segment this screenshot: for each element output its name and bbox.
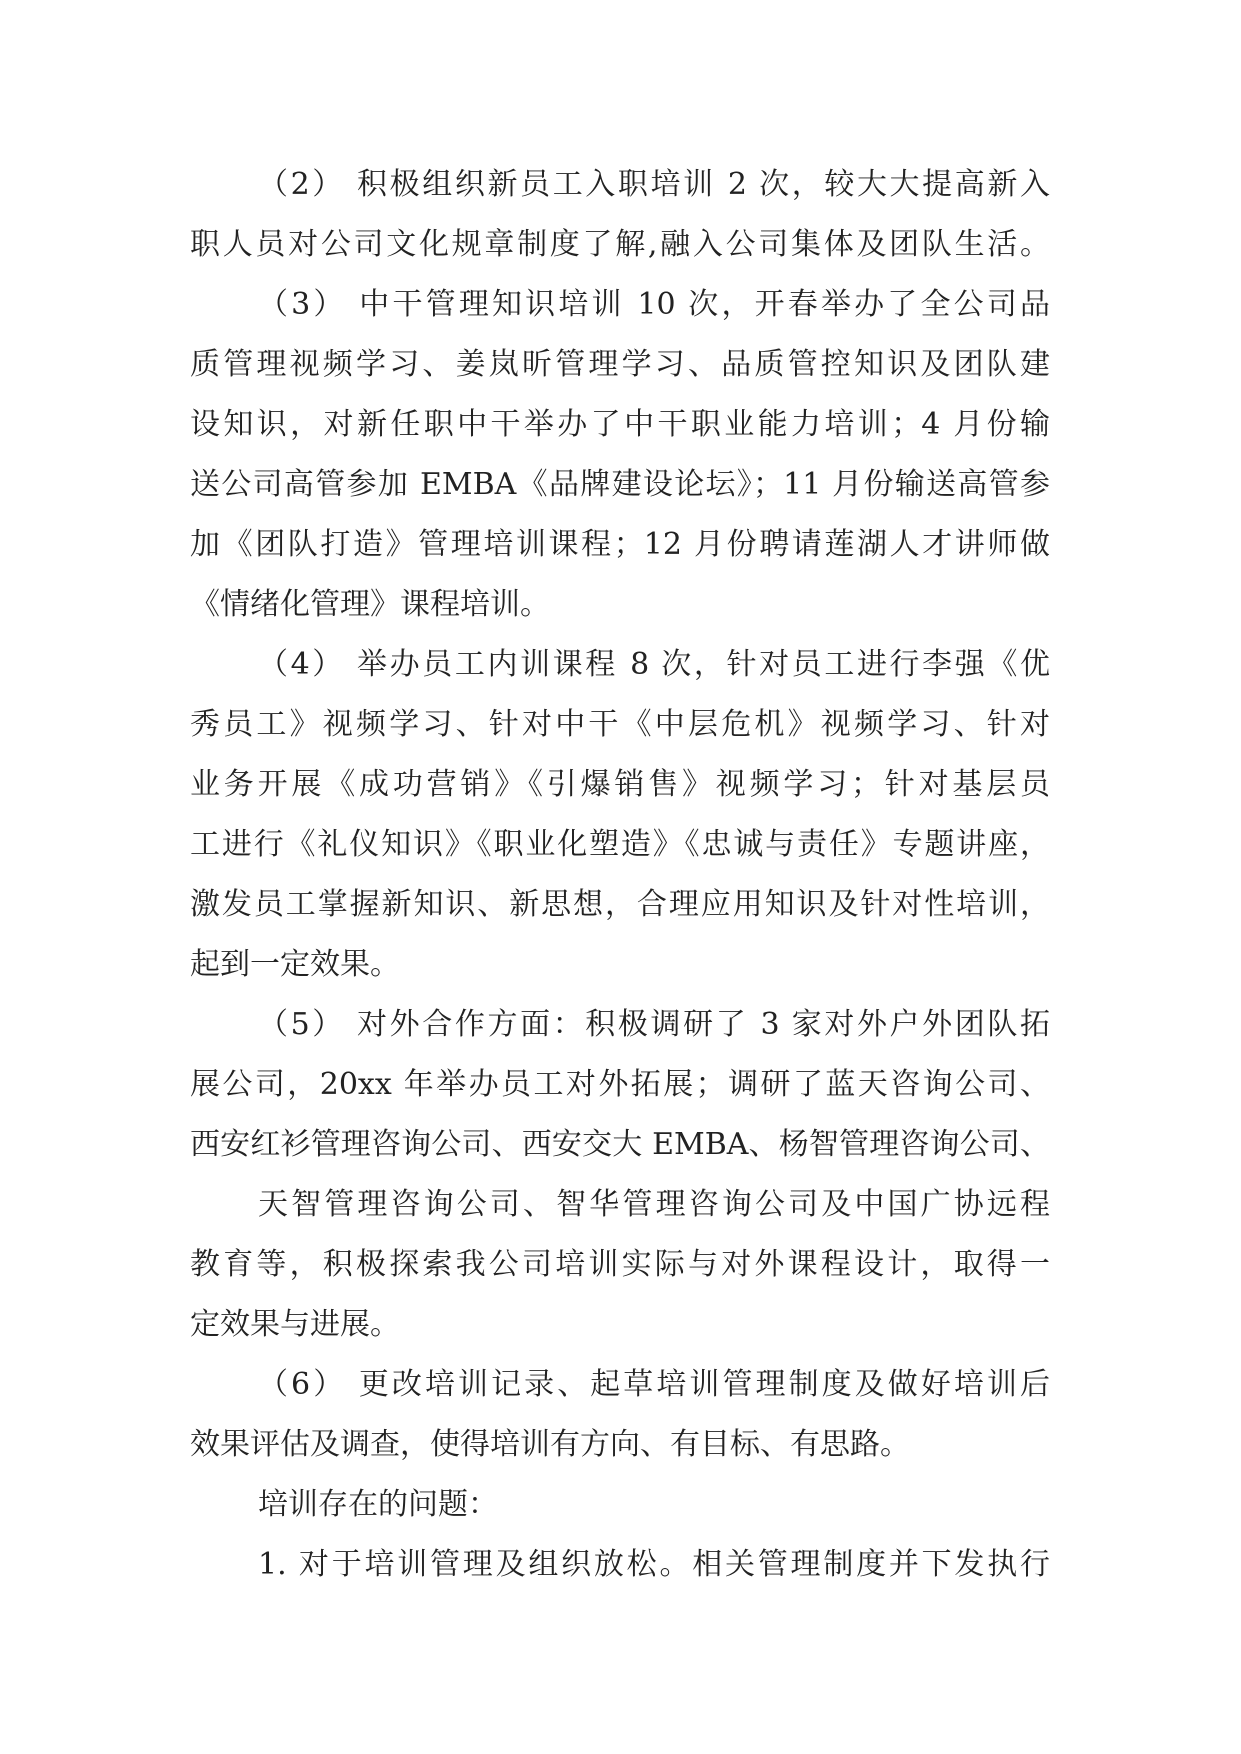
paragraph-4-line-4: 工进行《礼仪知识》《职业化塑造》《忠诚与责任》专题讲座， (190, 827, 1050, 862)
paragraph-4-line-3: 业务开展《成功营销》《引爆销售》视频学习；针对基层员 (190, 767, 1050, 802)
paragraph-4-line-2: 秀员工》视频学习、针对中干《中层危机》视频学习、针对 (190, 707, 1050, 742)
paragraph-2-line-2: 职人员对公司文化规章制度了解,融入公司集体及团队生活。 (190, 227, 1050, 262)
paragraph-3-line-6: 《情绪化管理》课程培训。 (190, 587, 550, 622)
paragraph-4-line-6: 起到一定效果。 (190, 947, 400, 982)
paragraph-4-line-1: （4） 举办员工内训课程 8 次，针对员工进行李强《优 (258, 647, 1050, 682)
paragraph-3-line-1: （3） 中干管理知识培训 10 次，开春举办了全公司品 (258, 287, 1050, 322)
paragraph-5-line-1: （5） 对外合作方面：积极调研了 3 家对外户外团队拓 (258, 1007, 1050, 1042)
paragraph-3-line-5: 加《团队打造》管理培训课程；12 月份聘请莲湖人才讲师做 (190, 527, 1050, 562)
paragraph-6-line-1: （6） 更改培训记录、起草培训管理制度及做好培训后 (258, 1367, 1050, 1402)
issue-item-1: 1. 对于培训管理及组织放松。相关管理制度并下发执行 (258, 1547, 1050, 1582)
paragraph-5-line-4: 天智管理咨询公司、智华管理咨询公司及中国广协远程 (258, 1187, 1050, 1222)
paragraph-4-line-5: 激发员工掌握新知识、新思想，合理应用知识及针对性培训， (190, 887, 1050, 922)
section-heading-training-issues: 培训存在的问题： (258, 1487, 498, 1522)
paragraph-3-line-2: 质管理视频学习、姜岚昕管理学习、品质管控知识及团队建 (190, 347, 1050, 382)
paragraph-3-line-3: 设知识，对新任职中干举办了中干职业能力培训；4 月份输 (190, 407, 1050, 442)
paragraph-6-line-2: 效果评估及调查，使得培训有方向、有目标、有思路。 (190, 1427, 910, 1462)
paragraph-5-line-3: 西安红衫管理咨询公司、西安交大 EMBA、杨智管理咨询公司、 (190, 1127, 1050, 1162)
paragraph-5-line-5: 教育等，积极探索我公司培训实际与对外课程设计，取得一 (190, 1247, 1050, 1282)
paragraph-3-line-4: 送公司高管参加 EMBA《品牌建设论坛》；11 月份输送高管参 (190, 467, 1050, 502)
paragraph-5-line-6: 定效果与进展。 (190, 1307, 400, 1342)
paragraph-5-line-2: 展公司，20xx 年举办员工对外拓展；调研了蓝天咨询公司、 (190, 1067, 1050, 1102)
paragraph-2-line-1: （2） 积极组织新员工入职培训 2 次，较大大提高新入 (258, 167, 1050, 202)
